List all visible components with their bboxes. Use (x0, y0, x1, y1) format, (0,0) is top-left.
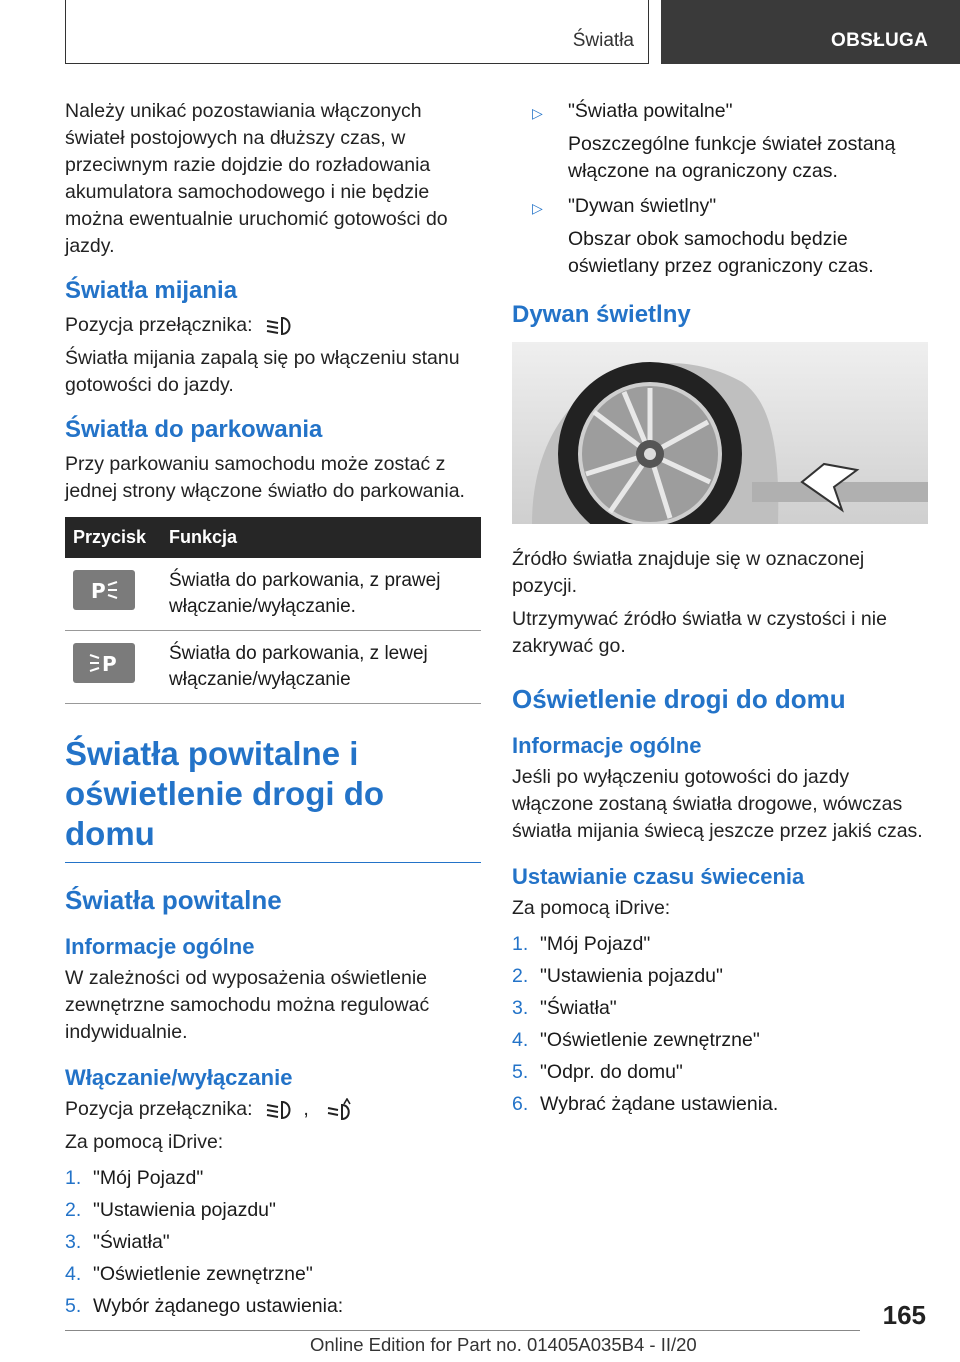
table-cell-function: Światła do parkowania, z prawej włączanie/wyłączanie. (161, 558, 481, 631)
onoff-heading: Włączanie/wyłączanie (65, 1065, 293, 1090)
welcome-steps (65, 1162, 481, 1322)
parking-table (65, 517, 481, 704)
welcome-info-heading: Informacje ogólne (65, 934, 255, 959)
list-item: 2. "Ustawienia pojazdu" (65, 1199, 276, 1221)
edition-text: Online Edition for Part no. 01405A035B4 - II/20 (310, 1334, 697, 1355)
list-item: 3. "Światła" (512, 997, 617, 1019)
list-item: 5. Wybór żądanego ustawienia: (65, 1295, 344, 1317)
idrive-label: Za pomocą iDrive: (512, 897, 671, 919)
header-chapter-box (65, 0, 649, 64)
svg-text:P: P (91, 579, 106, 603)
list-item: 4. "Oświetlenie zewnętrzne" (65, 1263, 313, 1285)
welcome-options (512, 98, 928, 127)
left-column (65, 98, 481, 1322)
svg-text:P: P (102, 652, 117, 676)
parking-heading: Światła do parkowania (65, 416, 323, 443)
list-item: 3. "Światła" (65, 1231, 170, 1253)
low-beam-switch-line: Pozycja przełącznika: (65, 312, 481, 339)
parking-right-key-icon (73, 570, 135, 610)
low-beam-icon (264, 1099, 294, 1121)
home-info-text: Jeśli po wyłączeniu gotowości do jazdy włączone zostaną światła drogowe, wówczas światła mijania świecą jeszcze przez jakiś czas. (512, 766, 923, 842)
table-cell-function: Światła do parkowania, z lewej włączanie/wyłączanie (161, 631, 481, 704)
triangle-bullet-icon: ▷ (532, 105, 543, 121)
table-row (65, 631, 481, 704)
header-section-box (661, 0, 960, 64)
low-beam-icon (264, 315, 294, 337)
carpet-text-2: Utrzymywać źródło światła w czystości i nie zakrywać go. (512, 608, 887, 657)
page-number: 165 (882, 1300, 926, 1330)
list-item: 5. "Odpr. do domu" (512, 1061, 683, 1083)
section-title: OBSŁUGA (831, 30, 929, 51)
welcome-info-text: W zależności od wyposażenia oświetlenie zewnętrzne samochodu można regulować indywidualnie. (65, 967, 430, 1043)
carpet-text-1: Źródło światła znajduje się w oznaczonej pozycji. (512, 548, 865, 597)
right-column (512, 98, 928, 1120)
option-description: Obszar obok samochodu będzie oświetlany przez ograniczony czas. (568, 228, 874, 277)
list-item: 1. "Mój Pojazd" (65, 1167, 204, 1189)
list-item: 4. "Oświetlenie zewnętrzne" (512, 1029, 760, 1051)
home-info-heading: Informacje ogólne (512, 733, 702, 758)
list-item: 6. Wybrać żądane ustawienia. (512, 1093, 779, 1115)
table-header-function: Funkcja (161, 517, 481, 558)
list-item: ▷ "Światła powitalne" (512, 98, 928, 127)
option-description: Poszczególne funkcje świateł zostaną włączone na ograniczony czas. (568, 133, 896, 182)
welcome-big-heading: Światła powitalne i oświetlenie drogi do domu (65, 734, 481, 863)
list-item: 2. "Ustawienia pojazdu" (512, 965, 723, 987)
carpet-heading: Dywan świetlny (512, 301, 691, 328)
auto-light-icon (324, 1098, 354, 1122)
footer-divider (65, 1330, 860, 1331)
table-header-button: Przycisk (65, 517, 161, 558)
chapter-title: Światła (572, 30, 634, 51)
triangle-bullet-icon: ▷ (532, 200, 543, 216)
onoff-switch-line: Pozycja przełącznika: , (65, 1096, 481, 1123)
parking-text: Przy parkowaniu samochodu może zostać z jednej strony włączone światło do parkowania. (65, 453, 465, 502)
list-item: 1. "Mój Pojazd" (512, 933, 651, 955)
table-row (65, 558, 481, 631)
home-lights-heading: Oświetlenie drogi do domu (512, 684, 846, 714)
low-beam-heading: Światła mijania (65, 277, 238, 304)
parking-left-key-icon (73, 643, 135, 683)
welcome-lights-heading: Światła powitalne (65, 885, 282, 915)
low-beam-text: Światła mijania zapalą się po włączeniu stanu gotowości do jazdy. (65, 347, 460, 396)
idrive-label: Za pomocą iDrive: (65, 1131, 224, 1153)
intro-paragraph: Należy unikać pozostawiania włączonych świateł postojowych na dłuższy czas, w przeciwnym razie dojdzie do rozładowania akumulatora samochodowego i nie będzie można ewentualnie uruchomić gotowości do jazdy. (65, 100, 448, 257)
time-heading: Ustawianie czasu świecenia (512, 864, 805, 889)
list-item: ▷ "Dywan świetlny" (512, 193, 928, 222)
home-steps (512, 928, 928, 1120)
wheel-photo (512, 342, 928, 524)
